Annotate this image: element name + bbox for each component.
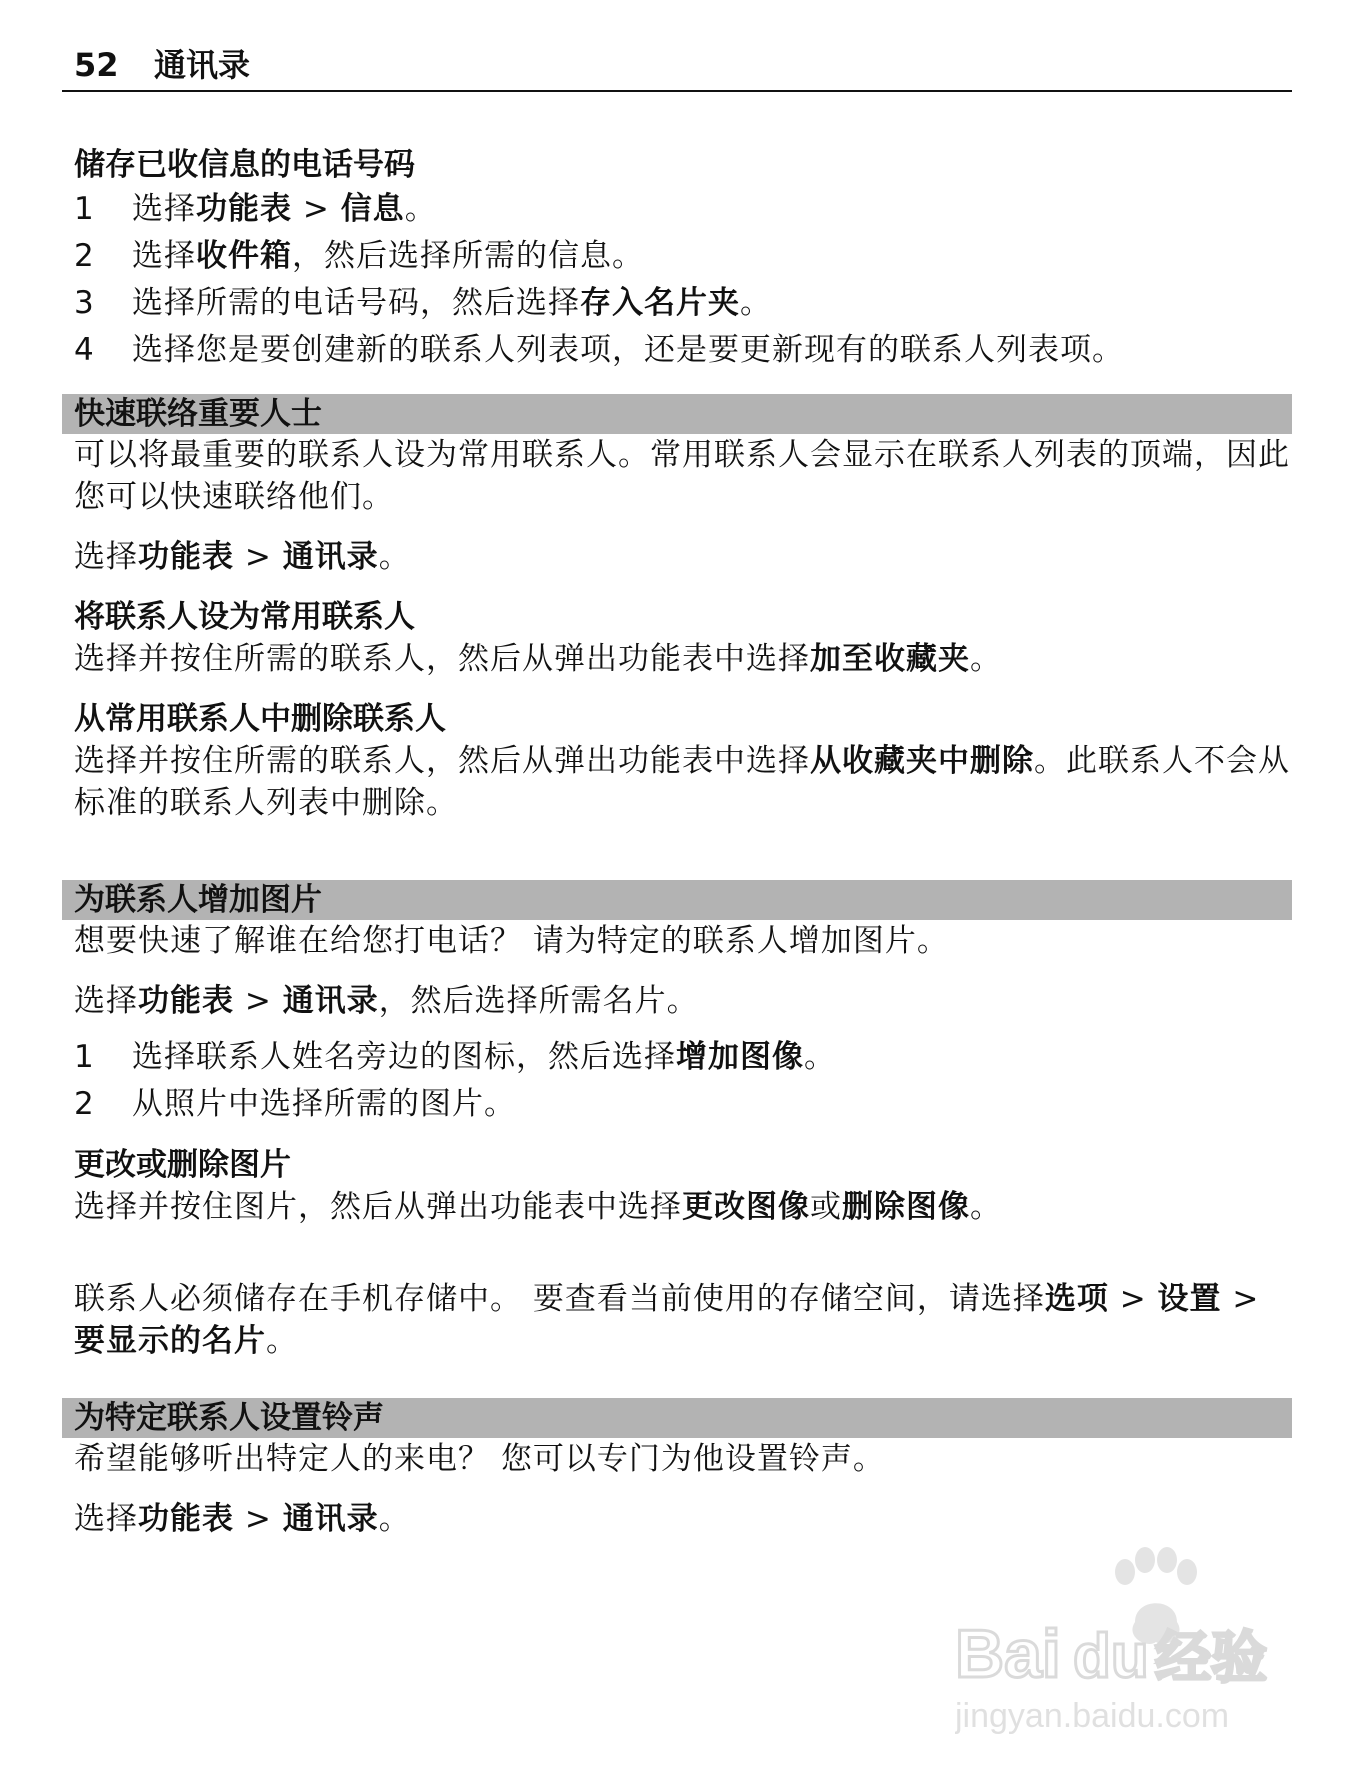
watermark-logo: [955, 1527, 1315, 1737]
list-item: 2 选择收件箱，然后选择所需的信息。: [74, 233, 1292, 280]
sub-heading: 从常用联系人中删除联系人: [74, 701, 446, 737]
page-header: [62, 40, 1292, 92]
section-band: 快速联络重要人士: [62, 394, 1292, 434]
step-number: 2: [74, 1086, 95, 1122]
sub-heading: 更改或删除图片: [74, 1147, 291, 1183]
watermark-url: jingyan.baidu.com: [955, 1697, 1230, 1735]
steps-list: [62, 1034, 1292, 1128]
section-band: 为联系人增加图片: [62, 880, 1292, 920]
list-item: 1 选择联系人姓名旁边的图标，然后选择增加图像。: [74, 1034, 1292, 1081]
paragraph: 希望能够听出特定人的来电？ 您可以专门为他设置铃声。: [74, 1441, 885, 1477]
paragraph: 选择并按住所需的联系人，然后从弹出功能表中选择从收藏夹中删除。此联系人不会从标准的联系人列表中删除。: [74, 743, 1290, 821]
paragraph: 选择功能表 > 通讯录。: [74, 1501, 411, 1537]
section-heading: 储存已收信息的电话号码: [74, 147, 415, 183]
list-item: 1 选择功能表 > 信息。: [74, 186, 1292, 233]
step-number: 2: [74, 238, 95, 274]
sub-heading: 将联系人设为常用联系人: [74, 599, 415, 635]
list-item: 2 从照片中选择所需的图片。: [74, 1081, 1292, 1128]
paragraph: 选择功能表 > 通讯录。: [74, 539, 411, 575]
chapter-title: 通讯录: [154, 46, 251, 84]
note-paragraph: 联系人必须储存在手机存储中。 要查看当前使用的存储空间，请选择选项 > 设置 > 要显示的名片。: [74, 1281, 1260, 1359]
step-number: 3: [74, 285, 95, 321]
document-page: [62, 40, 1292, 1540]
watermark-brand-du: du: [1073, 1622, 1149, 1691]
page-number: 52: [74, 46, 119, 84]
step-number: 1: [74, 191, 95, 227]
paragraph: 选择并按住图片，然后从弹出功能表中选择更改图像或删除图像。: [74, 1189, 1002, 1225]
step-number: 4: [74, 332, 95, 368]
watermark-cn: 经验: [1155, 1626, 1267, 1691]
list-item: 4 选择您是要创建新的联系人列表项，还是要更新现有的联系人列表项。: [74, 327, 1292, 374]
paragraph: 选择功能表 > 通讯录，然后选择所需名片。: [74, 983, 699, 1019]
list-item: 3 选择所需的电话号码，然后选择存入名片夹。: [74, 280, 1292, 327]
paragraph: 可以将最重要的联系人设为常用联系人。常用联系人会显示在联系人列表的顶端，因此您可以快速联络他们。: [74, 437, 1290, 515]
paragraph: 想要快速了解谁在给您打电话？ 请为特定的联系人增加图片。: [74, 923, 949, 959]
paragraph: 选择并按住所需的联系人，然后从弹出功能表中选择加至收藏夹。: [74, 641, 1002, 677]
step-number: 1: [74, 1039, 95, 1075]
steps-list: [62, 186, 1292, 374]
section-band: 为特定联系人设置铃声: [62, 1398, 1292, 1438]
watermark-brand: Bai: [955, 1616, 1061, 1692]
